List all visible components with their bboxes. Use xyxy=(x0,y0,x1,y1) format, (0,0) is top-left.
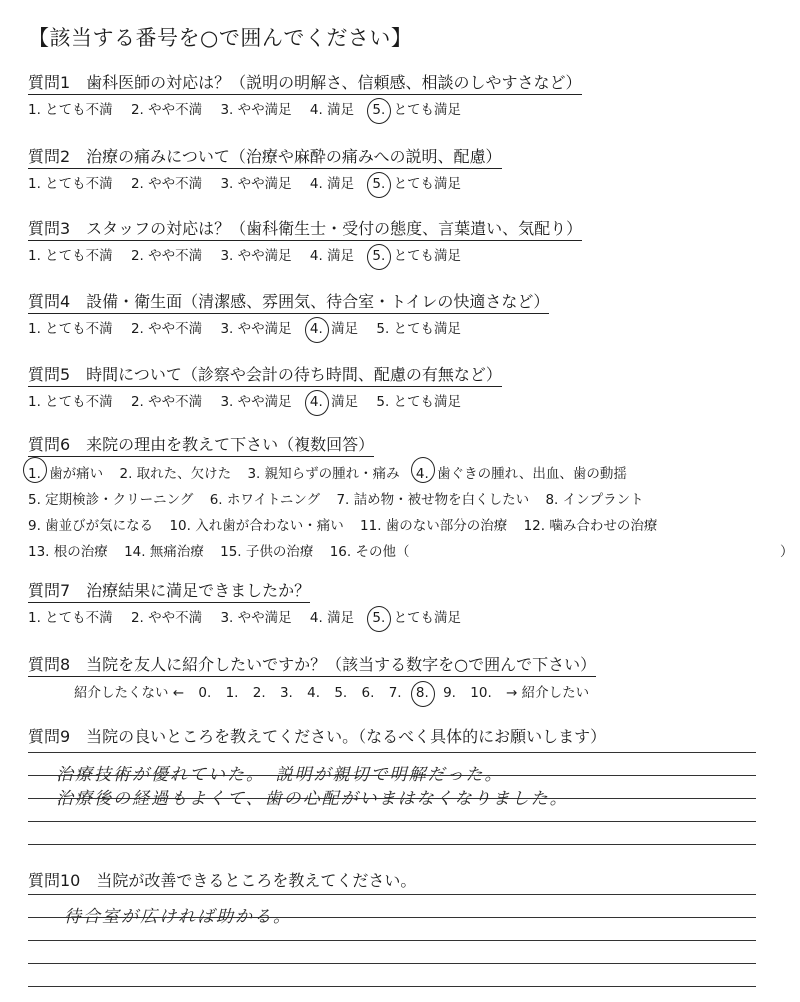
q10-answer-line xyxy=(28,941,756,964)
q6-option-15[interactable]: 15. 子供の治療 xyxy=(220,544,314,560)
question-7-title: 質問7 治療結果に満足できましたか？ xyxy=(28,578,310,603)
question-4-options xyxy=(28,317,788,337)
q10-answer-lines[interactable] xyxy=(28,872,756,987)
question-8 xyxy=(28,652,788,701)
q5-option-1[interactable]: 1. とても不満 xyxy=(28,394,113,410)
q9-handwritten-answer-2: 治療後の経過もよくて、歯の心配がいまはなくなりました。 xyxy=(56,789,569,809)
q8-option-0[interactable]: 0. xyxy=(198,685,212,701)
q8-option-2[interactable]: 2. xyxy=(252,685,266,701)
q9-handwritten-answer-1: 治療技術が優れていた。 説明が親切で明解だった。 xyxy=(56,765,504,785)
q5-option-4-label: 満足 xyxy=(331,394,359,410)
q2-option-1[interactable]: 1. とても不満 xyxy=(28,176,113,192)
question-3 xyxy=(28,216,788,264)
q1-option-4[interactable]: 4. 満足 xyxy=(309,102,355,118)
q6-option-2[interactable]: 2. 取れた、欠けた xyxy=(119,466,232,482)
q6-option-12[interactable]: 12. 噛み合わせの治療 xyxy=(523,518,658,534)
q6-option-3[interactable]: 3. 親知らずの腫れ・痛み xyxy=(247,466,400,482)
question-10-title: 質問10 当院が改善できるところを教えてください。 xyxy=(28,871,417,890)
q6-row-3 xyxy=(28,513,788,539)
question-9-title: 質問9 当院の良いところを教えてください。（なるべく具体的にお願いします） xyxy=(28,727,607,746)
q5-option-3[interactable]: 3. やや満足 xyxy=(220,394,292,410)
q6-option-4-circled[interactable]: 4. xyxy=(416,461,429,487)
q4-option-5[interactable]: 5. とても満足 xyxy=(376,321,462,337)
question-5 xyxy=(28,362,788,410)
question-1-options xyxy=(28,98,788,118)
q2-option-2[interactable]: 2. やや不満 xyxy=(130,176,203,192)
question-5-options xyxy=(28,390,788,410)
q8-option-4[interactable]: 4. xyxy=(307,685,321,701)
q7-option-5-label: とても満足 xyxy=(393,610,462,626)
q8-option-7[interactable]: 7. xyxy=(388,685,402,701)
q5-option-4-circled[interactable]: 4. xyxy=(309,394,323,410)
q3-option-5-circled[interactable]: 5. xyxy=(372,248,386,264)
q6-option-10[interactable]: 10. 入れ歯が合わない・痛い xyxy=(169,518,344,534)
q4-option-4-circled[interactable]: 4. xyxy=(309,321,323,337)
q7-option-4[interactable]: 4. 満足 xyxy=(309,610,355,626)
q8-option-8-circled[interactable]: 8. xyxy=(415,685,429,701)
q8-option-10[interactable]: 10. xyxy=(470,685,492,701)
q8-left-label: 紹介したくない ← xyxy=(74,685,185,701)
q8-option-3[interactable]: 3. xyxy=(279,685,293,701)
q7-option-2[interactable]: 2. やや不満 xyxy=(130,610,203,626)
question-6-options xyxy=(28,461,794,565)
question-1-title: 質問1 歯科医師の対応は？（説明の明解さ、信頼感、相談のしやすさなど） xyxy=(28,70,582,95)
q1-option-1[interactable]: 1. とても不満 xyxy=(28,102,113,118)
q9-answer-line xyxy=(28,822,756,845)
q6-option-1-circled[interactable]: 1. xyxy=(28,461,41,487)
q6-option-7[interactable]: 7. 詰め物・被せ物を白くしたい xyxy=(336,492,530,508)
q8-option-1[interactable]: 1. xyxy=(225,685,239,701)
q4-option-3[interactable]: 3. やや満足 xyxy=(220,321,292,337)
question-4 xyxy=(28,289,788,337)
question-2 xyxy=(28,144,788,192)
q7-option-3[interactable]: 3. やや満足 xyxy=(220,610,292,626)
q3-option-5-label: とても満足 xyxy=(393,248,462,264)
question-1 xyxy=(28,70,788,118)
q1-option-5-label: とても満足 xyxy=(393,102,462,118)
q10-handwritten-answer-1: 待合室が広ければ助かる。 xyxy=(64,907,292,927)
q3-option-2[interactable]: 2. やや不満 xyxy=(130,248,203,264)
q2-option-3[interactable]: 3. やや満足 xyxy=(220,176,292,192)
q1-option-5-circled[interactable]: 5. xyxy=(372,102,386,118)
question-2-options xyxy=(28,172,788,192)
q6-option-8[interactable]: 8. インプラント xyxy=(545,492,644,508)
q4-option-1[interactable]: 1. とても不満 xyxy=(28,321,113,337)
q6-option-1-label: 歯が痛い xyxy=(49,466,104,482)
q2-option-5-label: とても満足 xyxy=(393,176,462,192)
q4-option-4-label: 満足 xyxy=(331,321,359,337)
question-3-title: 質問3 スタッフの対応は？（歯科衛生士・受付の態度、言葉遣い、気配り） xyxy=(28,216,582,241)
q7-option-5-circled[interactable]: 5. xyxy=(372,610,386,626)
q6-option-6[interactable]: 6. ホワイトニング xyxy=(209,492,321,508)
q6-row-4 xyxy=(28,539,794,565)
question-7-options xyxy=(28,606,788,626)
q6-option-11[interactable]: 11. 歯のない部分の治療 xyxy=(360,518,508,534)
q3-option-4[interactable]: 4. 満足 xyxy=(309,248,355,264)
q8-option-9[interactable]: 9. xyxy=(443,685,456,701)
page-title: 【該当する番号を○で囲んでください】 xyxy=(28,26,413,50)
q6-other-paren-close: ） xyxy=(780,544,794,560)
q1-option-2[interactable]: 2. やや不満 xyxy=(130,102,203,118)
question-8-scale xyxy=(74,681,788,701)
question-7 xyxy=(28,578,788,626)
q4-option-2[interactable]: 2. やや不満 xyxy=(130,321,203,337)
question-2-title: 質問2 治療の痛みについて（治療や麻酔の痛みへの説明、配慮） xyxy=(28,144,502,169)
q10-answer-line xyxy=(28,872,756,895)
q9-answer-line xyxy=(28,730,756,753)
question-5-title: 質問5 時間について（診察や会計の待ち時間、配慮の有無など） xyxy=(28,362,502,387)
q6-option-13[interactable]: 13. 根の治療 xyxy=(28,544,108,560)
q2-option-5-circled[interactable]: 5. xyxy=(372,176,386,192)
question-3-options xyxy=(28,244,788,264)
q6-option-5[interactable]: 5. 定期検診・クリーニング xyxy=(28,492,194,508)
q3-option-1[interactable]: 1. とても不満 xyxy=(28,248,113,264)
q6-option-4-label: 歯ぐきの腫れ、出血、歯の動揺 xyxy=(437,466,627,482)
q8-option-5[interactable]: 5. xyxy=(334,685,348,701)
q1-option-3[interactable]: 3. やや満足 xyxy=(220,102,292,118)
q6-option-14[interactable]: 14. 無痛治療 xyxy=(124,544,204,560)
q6-option-9[interactable]: 9. 歯並びが気になる xyxy=(28,518,154,534)
q2-option-4[interactable]: 4. 満足 xyxy=(309,176,355,192)
question-4-title: 質問4 設備・衛生面（清潔感、雰囲気、待合室・トイレの快適さなど） xyxy=(28,289,549,314)
q8-right-label: → 紹介したい xyxy=(506,685,590,701)
q10-answer-line xyxy=(28,964,756,987)
q6-row-2 xyxy=(28,487,788,513)
q5-option-5[interactable]: 5. とても満足 xyxy=(376,394,462,410)
question-8-title: 質問8 当院を友人に紹介したいですか？（該当する数字を○で囲んで下さい） xyxy=(28,652,596,677)
question-6 xyxy=(28,432,794,565)
q8-option-6[interactable]: 6. xyxy=(361,685,375,701)
q5-option-2[interactable]: 2. やや不満 xyxy=(130,394,203,410)
q7-option-1[interactable]: 1. とても不満 xyxy=(28,610,113,626)
q6-row-1 xyxy=(28,461,788,487)
q3-option-3[interactable]: 3. やや満足 xyxy=(220,248,292,264)
q6-option-16[interactable]: 16. その他（ xyxy=(329,544,410,560)
question-6-title: 質問6 来院の理由を教えて下さい（複数回答） xyxy=(28,432,374,457)
